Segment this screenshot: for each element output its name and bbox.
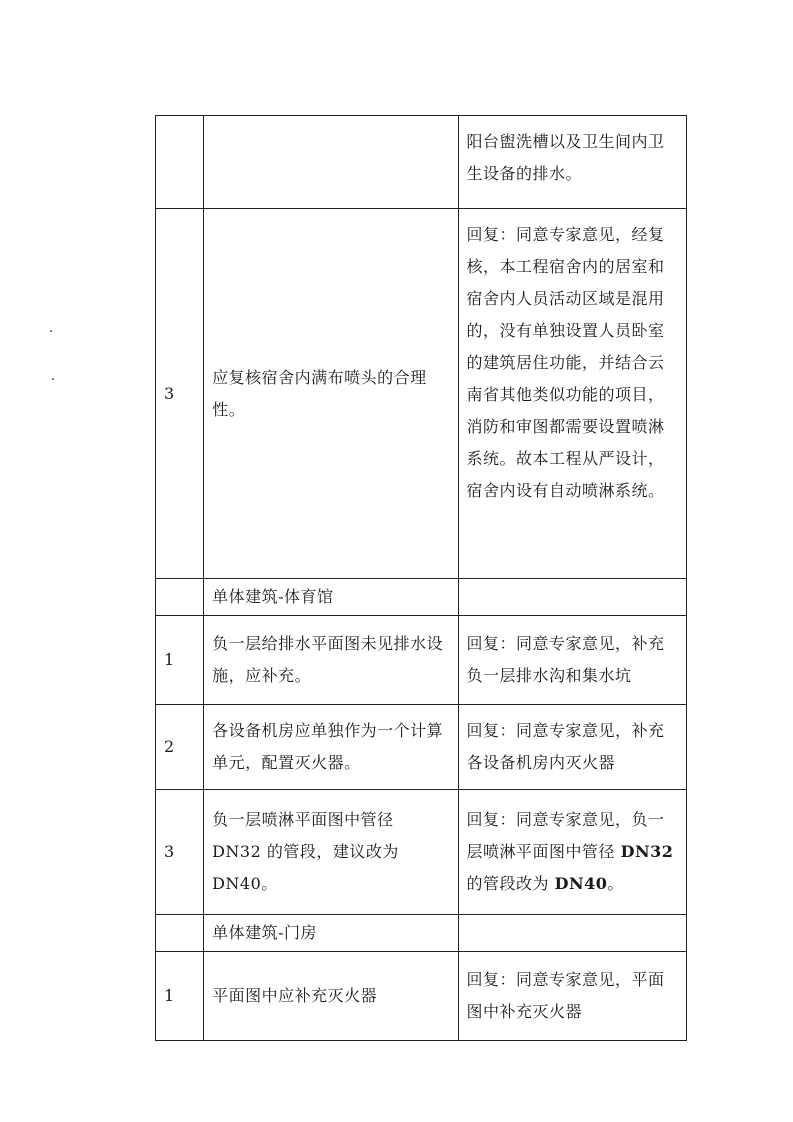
issue-line: DN40。 [212, 874, 278, 893]
row-number: 3 [156, 790, 204, 915]
pipe-size-new: DN40 [554, 874, 608, 893]
reply-text [458, 790, 686, 915]
table-row [156, 790, 687, 915]
scan-speck [50, 330, 52, 332]
row-number: 3 [156, 209, 204, 579]
reply-text: 回复：同意专家意见，补充各设备机房内灭火器 [458, 705, 686, 790]
issue-text [204, 790, 458, 915]
section-reply-blank [458, 915, 686, 952]
reply-text: 回复：同意专家意见，经复核，本工程宿舍内的居室和宿舍内人员活动区域是混用的，没有单独设置人员卧室的建筑居住功能，并结合云南省其他类似功能的项目，消防和审图都需要设置喷淋系统。故本工程从严设计，宿舍内设有自动喷淋系统。 [458, 209, 686, 579]
issue-text: 平面图中应补充灭火器 [204, 952, 458, 1041]
row-number: 1 [156, 952, 204, 1041]
issue-text: 各设备机房应单独作为一个计算单元，配置灭火器。 [204, 705, 458, 790]
reply-text: 阳台盥洗槽以及卫生间内卫生设备的排水。 [458, 116, 686, 209]
row-number: 2 [156, 705, 204, 790]
section-number-blank [156, 579, 204, 616]
issue-text: 应复核宿舍内满布喷头的合理性。 [204, 209, 458, 579]
reply-text: 回复：同意专家意见，补充负一层排水沟和集水坑 [458, 616, 686, 705]
section-title: 单体建筑-门房 [204, 915, 458, 952]
reply-segment: 。 [607, 874, 624, 893]
scan-speck [52, 378, 54, 380]
row-number: 1 [156, 616, 204, 705]
review-response-table [155, 115, 687, 1041]
table-row [156, 952, 687, 1041]
table-row [156, 705, 687, 790]
issue-text: 负一层给排水平面图未见排水设施，应补充。 [204, 616, 458, 705]
section-number-blank [156, 915, 204, 952]
row-number [156, 116, 204, 209]
reply-segment: 的管段改为 [466, 874, 555, 893]
table-row [156, 209, 687, 579]
issue-text [204, 116, 458, 209]
section-header-row [156, 579, 687, 616]
table-row [156, 616, 687, 705]
issue-line: 负一层喷淋平面图中管径 [212, 810, 394, 829]
section-title: 单体建筑-体育馆 [204, 579, 458, 616]
reply-text: 回复：同意专家意见，平面图中补充灭火器 [458, 952, 686, 1041]
section-reply-blank [458, 579, 686, 616]
table-row [156, 116, 687, 209]
issue-line: DN32 的管段，建议改为 [212, 842, 399, 861]
section-header-row [156, 915, 687, 952]
reply-segment: 回复：同意专家意见，负一层喷淋平面图中管径 [466, 810, 665, 861]
pipe-size-old: DN32 [620, 842, 674, 861]
